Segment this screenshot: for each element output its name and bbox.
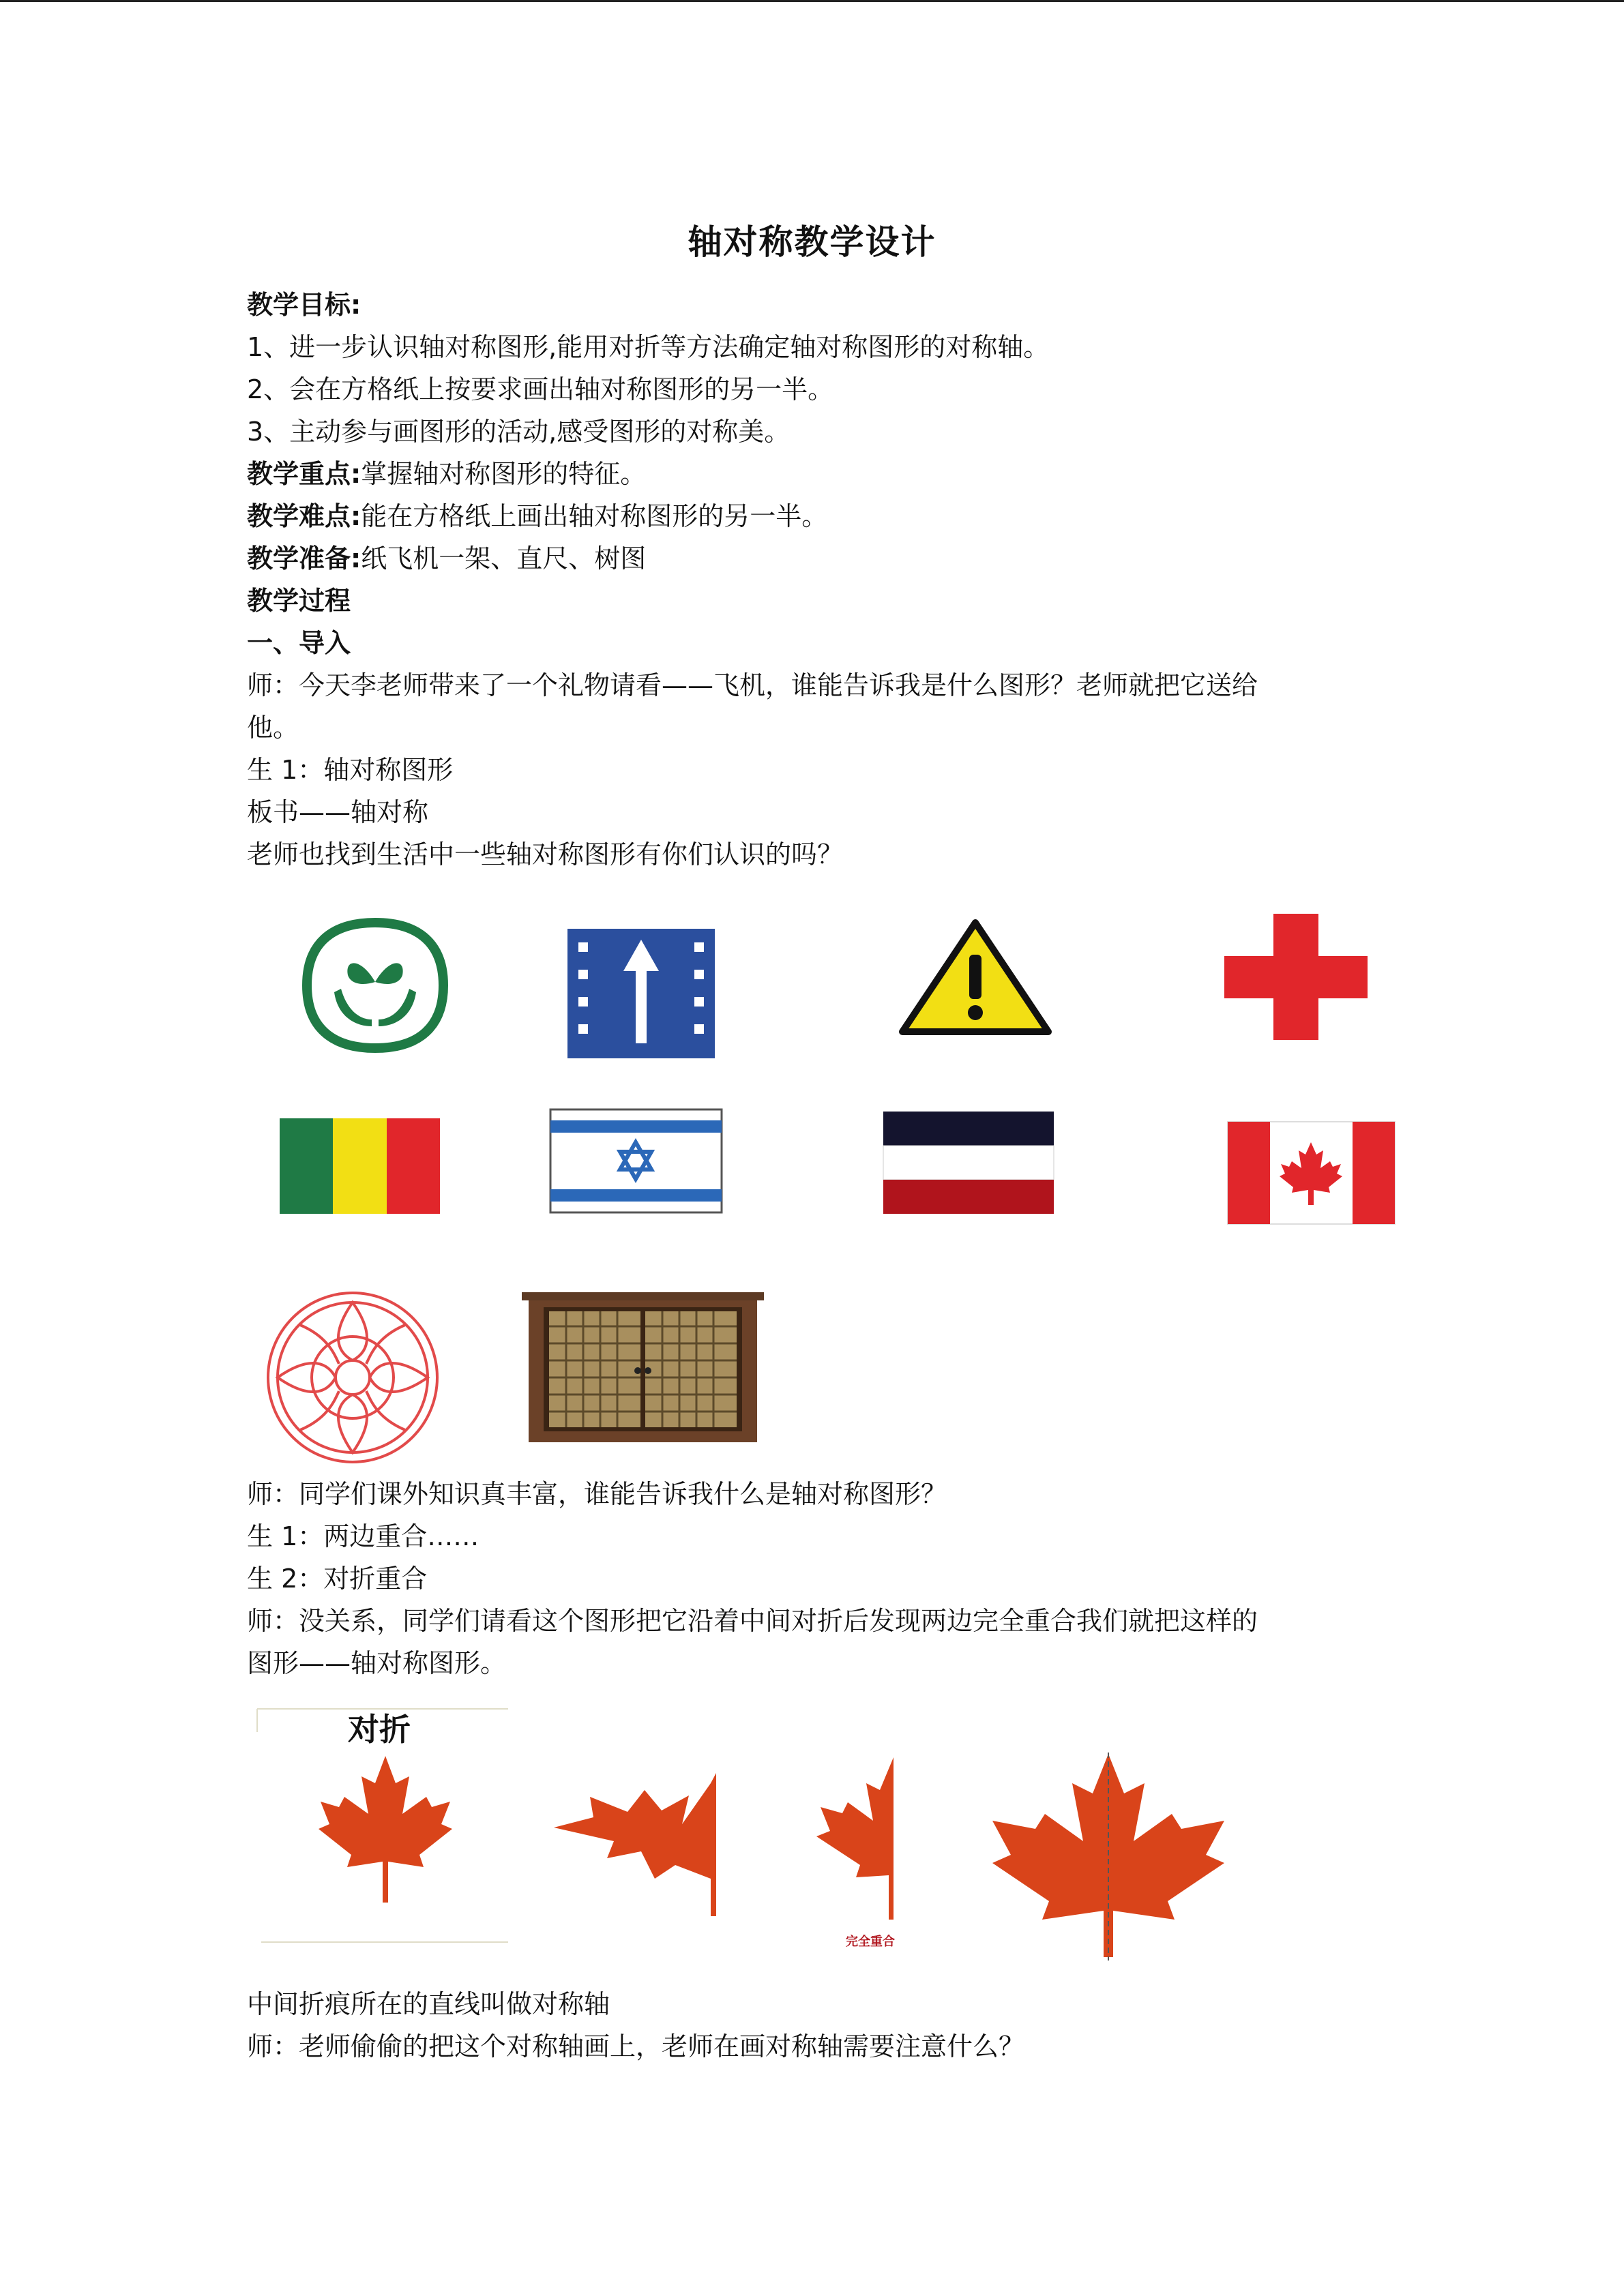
process-heading: 教学过程 [247,586,351,616]
dialogue-line: 生 1：轴对称图形 [247,755,454,785]
dialogue-line: 生 1：两边重合…… [247,1521,479,1551]
fold-label: 对折 [348,1711,411,1748]
preparation-label: 教学准备: [247,543,361,573]
difficulty-label: 教学难点: [247,501,361,531]
dialogue-line: 图形——轴对称图形。 [247,1648,507,1678]
maple-leaf-half-icon [815,1756,897,1920]
maple-leaf-axis-icon [989,1753,1228,1960]
difficulty-text: 能在方格纸上画出轴对称图形的另一半。 [361,501,828,531]
maple-leaf-whole-icon [317,1753,454,1906]
preparation [247,542,646,575]
tricolor-flag-image [280,1118,440,1214]
environment-logo-image [300,917,450,1054]
horizontal-tricolor-flag-image [883,1112,1054,1214]
objective-3: 3、主动参与画图形的活动,感受图形的对称美。 [247,417,791,447]
preparation-text: 纸飞机一架、直尺、树图 [361,543,647,573]
objectives-heading: 教学目标: [247,290,361,320]
overlap-label: 完全重合 [846,1935,895,1949]
key-point-text: 掌握轴对称图形的特征。 [361,459,647,489]
objective-2: 2、会在方格纸上按要求画出轴对称图形的另一半。 [247,374,834,404]
canada-flag-image [1228,1122,1395,1224]
dialogue-line: 师：没关系，同学们请看这个图形把它沿着中间对折后发现两边完全重合我们就把这样的 [247,1606,1258,1636]
dialogue-line: 师：老师偷偷的把这个对称轴画上，老师在画对称轴需要注意什么？ [247,2031,1025,2061]
key-point [247,458,646,490]
dialogue-line: 他。 [247,713,299,743]
israel-flag-image [549,1108,723,1214]
objective-1: 1、进一步认识轴对称图形,能用对折等方法确定轴对称图形的对称轴。 [247,332,1050,362]
section1-heading: 一、导入 [247,628,351,658]
dialogue-line: 中间折痕所在的直线叫做对称轴 [247,1989,610,2019]
dialogue-line: 老师也找到生活中一些轴对称图形有你们认识的吗？ [247,839,844,869]
maple-leaf-folding-icon [552,1770,720,1916]
dialogue-line: 板书——轴对称 [247,797,429,827]
key-point-label: 教学重点: [247,459,361,489]
paper-cut-pattern-image [256,1289,450,1466]
wooden-window-image [522,1292,764,1442]
dialogue-line: 师：同学们课外知识真丰富，谁能告诉我什么是轴对称图形？ [247,1479,947,1509]
dialogue-line: 生 2：对折重合 [247,1564,428,1594]
page-title: 轴对称教学设计 [688,222,936,262]
dialogue-line: 师：今天李老师带来了一个礼物请看——飞机，谁能告诉我是什么图形？老师就把它送给 [247,670,1258,700]
red-cross-image [1224,914,1368,1040]
warning-sign-image [897,917,1054,1037]
page-top-border [0,0,1624,2]
road-sign-image [566,927,716,1060]
difficulty [247,500,827,533]
